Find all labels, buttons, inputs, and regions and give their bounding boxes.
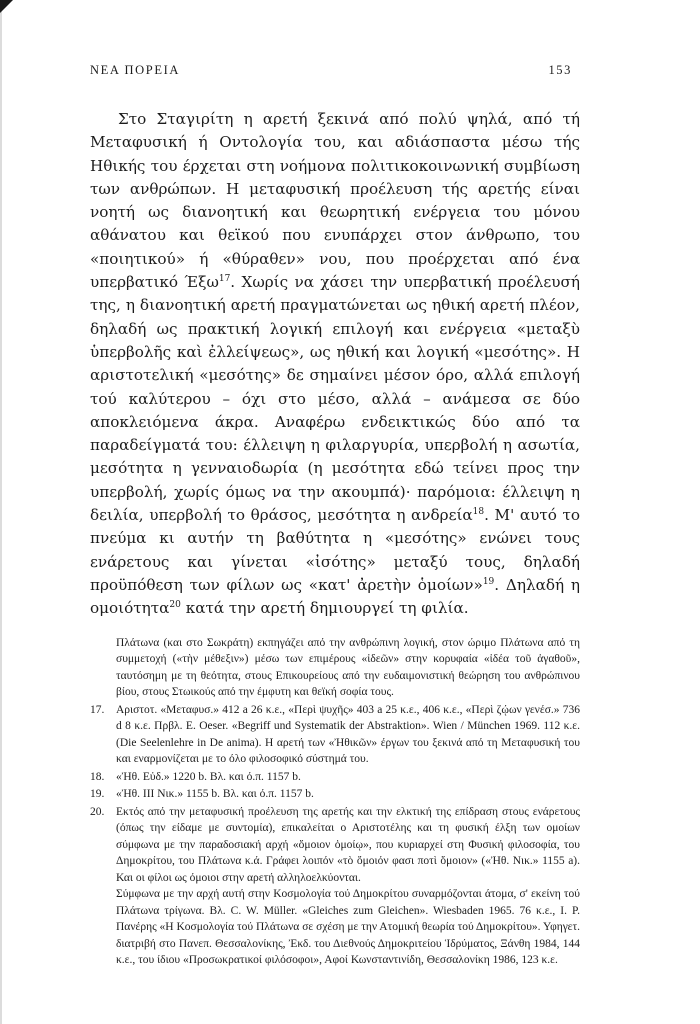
footnote-text [116, 804, 580, 969]
footnote-number: 19. [90, 788, 105, 801]
footnote-text: Πλάτωνα (και στο Σωκράτη) εκπηγάζει από την ανθρώπινη λογική, στον ώριμο Πλάτωνα από τη συμμετοχή («τὴν μέθεξιν») μέσω των επιμέρους «ἰδεῶν» στην κορυφαία «ἰδέα τοῦ ἀγαθοῦ», ταυτόσημη με τη θεότητα, στους Επικουρείους από την ευδαιμονιστική θεώρηση του ανθρώπινου βίου, στους Στωικούς από την έμφυτη και θεϊκή σοφία τους. [116, 636, 580, 699]
footnotes [90, 635, 580, 969]
text-run: Στο Σταγιρίτη η αρετή ξεκινά από πολύ ψηλά, από τή Μεταφυσική ή Οντολογία του, και αδιάσπαστα μέσω τής Ηθικής του έρχεται στη νοήμονα πολιτικοκοινωνική συμβίωση των ανθρώπων. Η μεταφυσική προέλευση τής αρετής είναι νοητή ως διανοητική και θεωρητική ενέργεια του μόνου αθάνατου και θεϊκού που ενυπάρχει στον άνθρωπο, του «ποιητικού» ή «θύραθεν» νου, που προέρχεται από ένα υπερβατικό Έξω [90, 110, 580, 292]
footnote-ref-20[interactable]: 20 [169, 600, 181, 611]
page-edge [0, 0, 2, 1024]
text-run: . Δηλαδή η ομοιότητα [90, 575, 580, 618]
footnote-number: 18. [90, 770, 105, 783]
text-run: . Χωρίς να χάσει την υπερβατική προέλευσή της, η διανοητική αρετή πραγματώνεται ως ηθική αρετή πλέον, δηλαδή ως πρακτική λογική επιλογή και ενέργεια «μεταξὺ ὑπερβολῆς καὶ ἐλλείψεως», ως ηθική και λογική «μεσότης». Η αριστοτελική «μεσότης» δε σημαίνει μέσον όρο, αλλά επιλογή τού καλύτερου – όχι στο μέσο, αλλά – ανάμεσα σε δύο αποκλειόμενα άκρα. Αναφέρω ενδεικτικώς δύο από τα παραδείγματά του: έλλειψη η φιλαργυρία, υπερβολή η ασωτία, μεσότητα η γενναιοδωρία (η μεσότητα εδώ τείνει προς την υπερβολή, χωρίς όμως να την ακουμπά)· παρόμοια: έλλειψη η δειλία, υπερβολή το θράσος, μεσότητα η ανδρεία [90, 273, 580, 525]
footnote-17 [90, 702, 580, 768]
text-run: κατά την αρετή δημιουργεί τη φιλία. [180, 599, 469, 618]
footnote-number: 17. [90, 703, 105, 716]
footnote-ref-19[interactable]: 19 [482, 576, 495, 587]
footnote-18 [90, 769, 580, 786]
footnote-text: Αριστοτ. «Μεταφυσ.» 412 a 26 κ.ε., «Περὶ ψυχῆς» 403 a 25 κ.ε., 406 κ.ε., «Περὶ ζῴων γενέσ.» 736 d 8 κ.ε. Πρβλ. E. Oeser. «Begriff und Systematik der Abstraktion». Wien / München 1969. 112 κ.ε. (Die Seelenlehre in De anima). Η αρετή των «Ἠθικῶν» έργων του ξεκινά από τη Μεταφυσική του και εναρμονίζεται με το όλο φιλοσοφικό σύστημά του. [116, 703, 580, 766]
footnote-16-continuation [90, 635, 580, 701]
footnote-paragraph: Εκτός από την μεταφυσική προέλευση της αρετής και την ελκτική της επίδραση στους ενάρετους (όπως την είδαμε με συντομία), επικαλείται ο Αριστοτέλης και τη φυσική έλξη των ομοίων σύμφωνα με την παραδοσιακή αρχή «ὅμοιον ὁμοίῳ», που κυριαρχεί στη Φυσική φιλοσοφία, του Δημοκρίτου, του Πλάτωνα κ.ά. Γράφει λοιπόν «τὸ ὅμοιόν φασι ποτὶ ὅμοιον» («Ἠθ. Νικ.» 1155 a). Και οι φίλοι ως όμοιοι στην αρετή αλληλοελκύονται. [116, 805, 580, 884]
main-paragraph [90, 108, 580, 621]
footnote-number: 20. [90, 805, 105, 818]
text-run: . Μ' αυτό το πνεύμα κι αυτήν τη βαθύτητα η «μεσότης» ενώνει τους ενάρετους και γίνεται «ἰσότης» μεταξύ τους, δηλαδή προϋπόθεση των φίλων ως «κατ' ἀρετὴν ὁμοίων» [90, 506, 580, 594]
footnote-text: «Ἠθ. Εὐδ.» 1220 b. Βλ. και ό.π. 1157 b. [116, 770, 301, 783]
footnote-ref-18[interactable]: 18 [472, 506, 485, 517]
page-number: 153 [548, 63, 572, 77]
footnote-paragraph: Σύμφωνα με την αρχή αυτή στην Κοσμολογία τού Δημοκρίτου συναρμόζονται άτομα, σ' εκείνη τού Πλάτωνα τρίγωνα. Βλ. C. W. Müller. «Gleiches zum Gleichen». Wiesbaden 1965. 76 κ.ε., I. P. Πανέρης «Η Κοσμολογία τού Πλάτωνα σε σχέση με την Ατομική θεωρία τού Δημοκρίτου». Υφηγετ. διατριβή στο Πανεπ. Θεσσαλονίκης, Ἐκδ. του Διεθνούς Δημοκριτείου Ἱδρύματος, Ξάνθη 1984, 144 κ.ε., του ίδιου «Προσωκρατικοί φιλόσοφοι», Αφοί Κωνσταντινίδη, Θεσσαλονίκη 1986, 123 κ.ε. [116, 888, 580, 967]
corner-mark [0, 0, 13, 13]
body-text [90, 108, 580, 621]
footnote-ref-17[interactable]: 17 [218, 274, 231, 285]
page-content [90, 108, 580, 969]
footnote-20 [90, 804, 580, 969]
running-header [90, 63, 572, 78]
footnote-19 [90, 786, 580, 803]
journal-title: ΝΕΑ ΠΟΡΕΙΑ [90, 63, 180, 77]
footnote-text: «Ἠθ. ΙΙΙ Νικ.» 1155 b. Βλ. και ό.π. 1157 b. [116, 788, 314, 801]
